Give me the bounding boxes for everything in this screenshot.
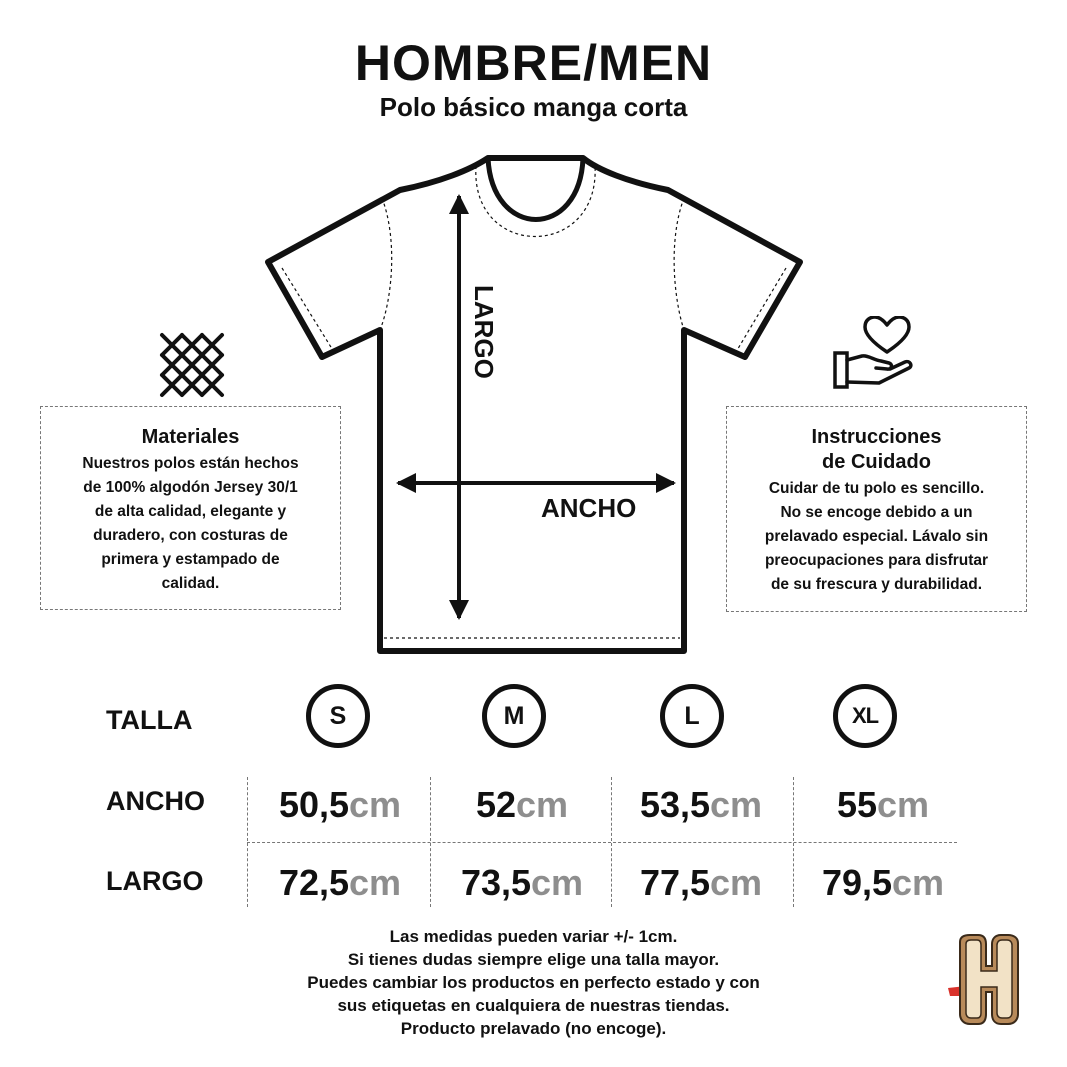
fabric-weave-icon: [158, 331, 226, 399]
width-label: ANCHO: [541, 493, 637, 523]
length-label: LARGO: [469, 285, 499, 379]
table-divider: [247, 842, 957, 843]
footnote-line: sus etiquetas en cualquiera de nuestras tiendas.: [337, 996, 730, 1015]
care-line: preocupaciones para disfrutar: [764, 552, 989, 569]
tshirt-outline: [268, 158, 800, 651]
materials-line: calidad.: [161, 575, 220, 592]
materials-line: primera y estampado de: [101, 551, 280, 568]
materials-heading: Materiales: [141, 426, 240, 448]
materials-text: [41, 452, 340, 596]
materials-box: [40, 406, 341, 610]
care-line: prelavado especial. Lávalo sin: [764, 528, 989, 545]
table-cell-length-l: 77,5cm: [639, 862, 763, 903]
materials-line: Nuestros polos están hechos: [82, 455, 299, 472]
size-m-badge: M: [482, 684, 546, 748]
materials-line: de alta calidad, elegante y: [94, 503, 287, 520]
care-text: [727, 477, 1026, 597]
size-l-badge: L: [660, 684, 724, 748]
length-row-label: LARGO: [106, 866, 204, 896]
footnote-line: Las medidas pueden variar +/- 1cm.: [389, 927, 678, 946]
footnote-line: Producto prelavado (no encoge).: [400, 1019, 667, 1038]
table-cell-width-xl: 55cm: [836, 784, 930, 825]
care-line: No se encoge debido a un: [780, 504, 973, 521]
table-cell-width-m: 52cm: [475, 784, 569, 825]
table-cell-width-l: 53,5cm: [639, 784, 763, 825]
page-subtitle: Polo básico manga corta: [379, 92, 688, 122]
care-heading: Instrucciones de Cuidado: [811, 426, 942, 473]
brand-logo: [944, 934, 1024, 1026]
size-s-badge: S: [306, 684, 370, 748]
table-cell-length-m: 73,5cm: [460, 862, 584, 903]
table-cell-length-s: 72,5cm: [278, 862, 402, 903]
table-cell-width-s: 50,5cm: [278, 784, 402, 825]
materials-line: duradero, con costuras de: [93, 527, 288, 544]
heart-hand-icon: [832, 316, 914, 392]
size-row-label: TALLA: [106, 705, 193, 735]
care-line: Cuidar de tu polo es sencillo.: [768, 480, 985, 497]
footnote-line: Si tienes dudas siempre elige una talla mayor.: [347, 950, 720, 969]
table-cell-length-xl: 79,5cm: [821, 862, 945, 903]
materials-line: de 100% algodón Jersey 30/1: [83, 479, 298, 496]
care-line: de su frescura y durabilidad.: [770, 576, 983, 593]
width-row-label: ANCHO: [106, 786, 205, 816]
footnote-line: Puedes cambiar los productos en perfecto estado y con: [307, 973, 760, 992]
care-box: [726, 406, 1027, 612]
page-title: HOMBRE/MEN: [354, 35, 713, 91]
footnotes: [0, 925, 1067, 1040]
size-xl-badge: XL: [833, 684, 897, 748]
